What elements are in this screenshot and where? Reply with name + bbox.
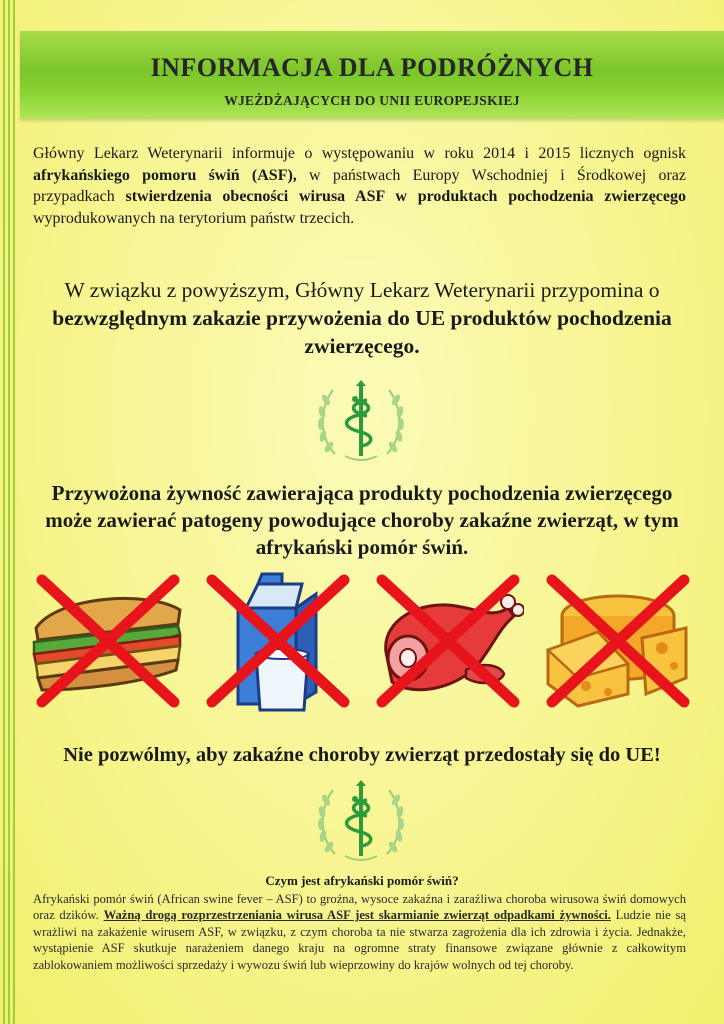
intro-bold-virus: stwierdzenia obecności wirusa ASF w produktach pochodzenia zwierzęcego	[125, 188, 687, 205]
asf-section-title: Czym jest afrykański pomór świń?	[265, 873, 459, 888]
intro-text-2: w państwach Europy Wschodniej i Środkowej oraz przypadkach	[33, 166, 687, 205]
warning-text: Przywożona żywność zawierająca produkty pochodzenia zwierzęcego może zawierać patogeny powodujące choroby zakaźne zwierząt, w tym afrykański pomór świń.	[45, 481, 679, 559]
milk-icon	[198, 566, 354, 716]
reminder-bold-ban: bezwzględnym zakazie przywożenia do UE produktów pochodzenia zwierzęcego.	[52, 306, 672, 358]
prohibited-foods	[28, 566, 694, 716]
intro-paragraph	[33, 143, 686, 229]
cheese-icon	[538, 566, 694, 716]
veterinary-logo-icon	[315, 378, 407, 464]
intro-bold-asf: afrykańskiego pomoru świń (ASF),	[33, 166, 297, 184]
intro-text-1: Główny Lekarz Weterynarii informuje o występowaniu w roku 2014 i 2015 licznych ognisk	[33, 145, 686, 162]
reminder-text: W związku z powyższym, Główny Lekarz Weterynarii przypomina o	[64, 278, 660, 302]
asf-text-2: Ludzie nie są wrażliwi na zakażenie wirusem ASF, w związku, z czym choroba ta nie stwarza zagrożenia dla ich zdrowia i życia. Jednakże, wystąpienie ASF skutkuje narażeniem danego kraju na ogromne straty finansowe związane głównie z całkowitym zablokowaniem możliwości sprzedaży i wywozu świń lub wieprzowiny do krajów wolnych od tej choroby.	[33, 908, 686, 972]
intro-text-3: wyprodukowanych na terytorium państw trzecich.	[33, 209, 355, 227]
header-banner	[20, 31, 724, 119]
asf-section-text	[33, 891, 686, 973]
asf-bold-spread: Ważną drogą rozprzestrzeniania wirusa ASF jest skarmianie zwierząt odpadkami żywności.	[103, 908, 611, 923]
slogan: Nie pozwólmy, aby zakaźne choroby zwierząt przedostały się do UE!	[63, 744, 661, 766]
sandwich-icon	[28, 566, 184, 716]
page-subtitle: WJEŻDŻAJĄCYCH DO UNII EUROPEJSKIEJ	[224, 93, 520, 108]
asf-text-1: Afrykański pomór świń (African swine fever – ASF) to groźna, wysoce zakaźna i zaraźliwa choroba wirusowa świń domowych oraz dzików.	[33, 892, 686, 923]
reminder-paragraph	[28, 276, 696, 360]
ham-icon	[368, 566, 524, 716]
page-title: INFORMACJA DLA PODRÓŻNYCH	[150, 53, 594, 82]
decorative-left-stripes	[0, 0, 16, 1024]
veterinary-logo-icon	[315, 778, 407, 864]
